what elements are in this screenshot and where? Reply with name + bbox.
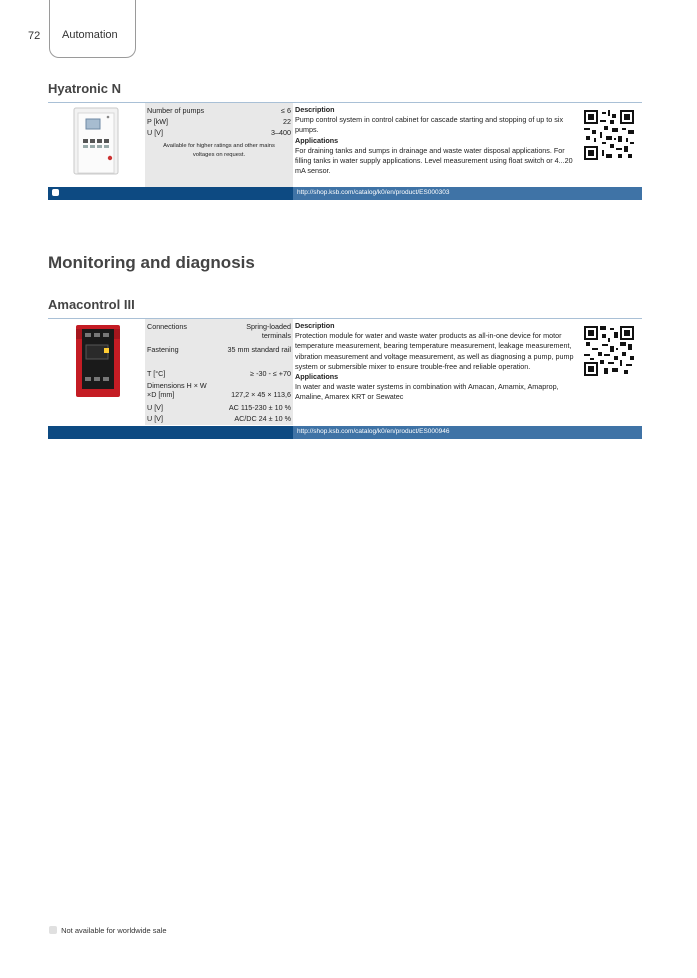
description-block: [295, 321, 575, 403]
spec-value: ≤ 6: [281, 106, 291, 115]
spec-value: 3–400: [271, 128, 291, 137]
product-image: [48, 319, 145, 425]
spec-value: 127,2 × 45 × 113,6: [231, 390, 291, 399]
spec-key: T [°C]: [147, 369, 166, 378]
applications-heading: Applications: [295, 372, 339, 382]
qr-code-icon[interactable]: [584, 326, 634, 376]
product-link-bar: [48, 426, 642, 439]
product-image: [48, 103, 145, 187]
section-tab[interactable]: [49, 0, 136, 58]
spec-value: 35 mm standard rail: [227, 345, 291, 354]
spec-value: 22: [283, 117, 291, 126]
spec-key: Connections: [147, 322, 187, 331]
not-worldwide-marker-icon: [49, 926, 57, 934]
spec-value: Spring-loaded terminals: [246, 322, 291, 340]
chapter-title: Monitoring and diagnosis: [48, 253, 255, 272]
spec-value: ≥ -30 - ≤ +70: [250, 369, 291, 378]
control-cabinet-image: [48, 103, 145, 187]
spec-key: U [V]: [147, 414, 163, 423]
spec-note: Available for higher ratings and other mains voltages on request.: [163, 143, 275, 158]
spec-key: Fastening: [147, 345, 179, 354]
spec-row: [147, 345, 291, 365]
spec-key: P [kW]: [147, 117, 169, 126]
spec-key: Number of pumps: [147, 106, 205, 115]
spec-value: AC 115-230 ± 10 %: [228, 403, 291, 412]
description-heading: Description: [295, 321, 335, 330]
protection-module-image: [48, 319, 145, 425]
description-text: Protection module for water and waste water products as all-in-one device for motor temperature measurement, bearing temperature measurement, leakage measurement, vibration measurement and voltage measurement, as well as diagnosing a pump, pump system or submersible mixer to ensure trouble-free and reliable operation.: [295, 331, 574, 371]
spec-row: [147, 322, 291, 342]
product-title: Hyatronic N: [48, 81, 121, 96]
spec-key: U [V]: [147, 403, 163, 412]
product-entry-amacontrol: [48, 318, 642, 440]
page-header: [0, 0, 697, 60]
footnote-text: Not available for worldwide sale: [61, 926, 167, 935]
description-heading: Description: [295, 105, 335, 114]
applications-text: For draining tanks and sumps in drainage and waste water disposal applications. For filling tanks in water supply applications. Level measurement using float switch or 4...20 mA sensor.: [295, 145, 573, 176]
spec-table: [145, 319, 293, 425]
applications-text: In water and waste water systems in combination with Amacan, Amamix, Amaprop, Amaline, Amarex KRT or Sewatec: [295, 382, 559, 402]
description-text: Pump control system in control cabinet for cascade starting and stopping of up to six pumps.: [295, 115, 564, 135]
spec-table: [145, 103, 293, 187]
qr-code-icon[interactable]: [584, 110, 634, 160]
product-link-bar: [48, 187, 642, 200]
spec-value: AC/DC 24 ± 10 %: [234, 414, 291, 423]
product-title: Amacontrol III: [48, 297, 135, 312]
product-url-link[interactable]: http://shop.ksb.com/catalog/k0/en/product/ES000303: [297, 189, 450, 196]
applications-heading: Applications: [295, 135, 339, 145]
page-number: 72: [28, 30, 41, 42]
footnote: [49, 926, 167, 935]
spec-key: U [V]: [147, 128, 163, 137]
not-worldwide-marker-icon: [52, 189, 59, 196]
description-block: [295, 105, 575, 176]
spec-row: [147, 381, 291, 401]
product-entry-hyatronic: [48, 102, 642, 202]
product-url-link[interactable]: http://shop.ksb.com/catalog/k0/en/product/ES000946: [297, 428, 450, 435]
spec-key: Dimensions H × W ×D [mm]: [147, 381, 207, 399]
section-tab-label: Automation: [62, 29, 118, 41]
